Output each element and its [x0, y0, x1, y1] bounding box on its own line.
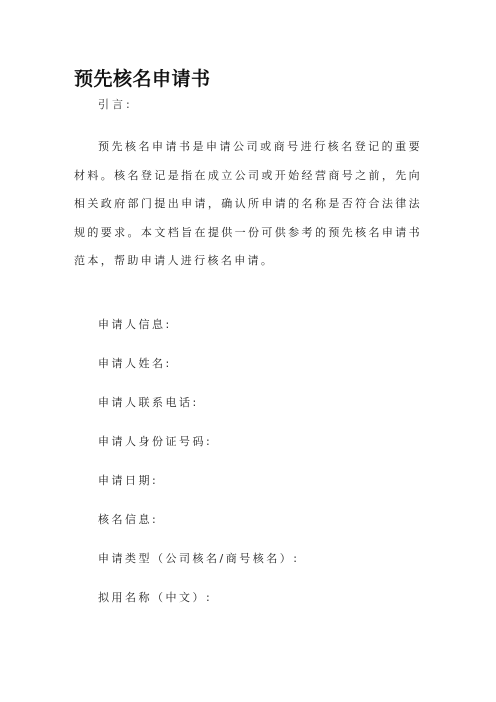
intro-label: 引言: [98, 98, 133, 111]
application-date-label: 申请日期: [98, 474, 159, 487]
name-check-info-heading: 核名信息: [98, 513, 159, 526]
document-title: 预先核名申请书 [74, 68, 211, 90]
applicant-info-heading: 申请人信息: [98, 318, 172, 331]
intro-paragraph: 预先核名申请书是申请公司或商号进行核名登记的重要材料。核名登记是指在成立公司或开始经营商号之前，先向相关政府部门提出申请，确认所申请的名称是否符合法律法规的要求。本文档旨在提供一份可供参考的预先核名申请书范本，帮助申请人进行核名申请。 [74, 140, 422, 267]
application-type-label: 申请类型（公司核名/商号核名）: [98, 552, 300, 565]
applicant-phone-label: 申请人联系电话: [98, 396, 199, 409]
applicant-name-label: 申请人姓名: [98, 357, 172, 370]
proposed-name-cn-label: 拟用名称（中文）: [98, 591, 213, 604]
applicant-id-label: 申请人身份证号码: [98, 435, 213, 448]
